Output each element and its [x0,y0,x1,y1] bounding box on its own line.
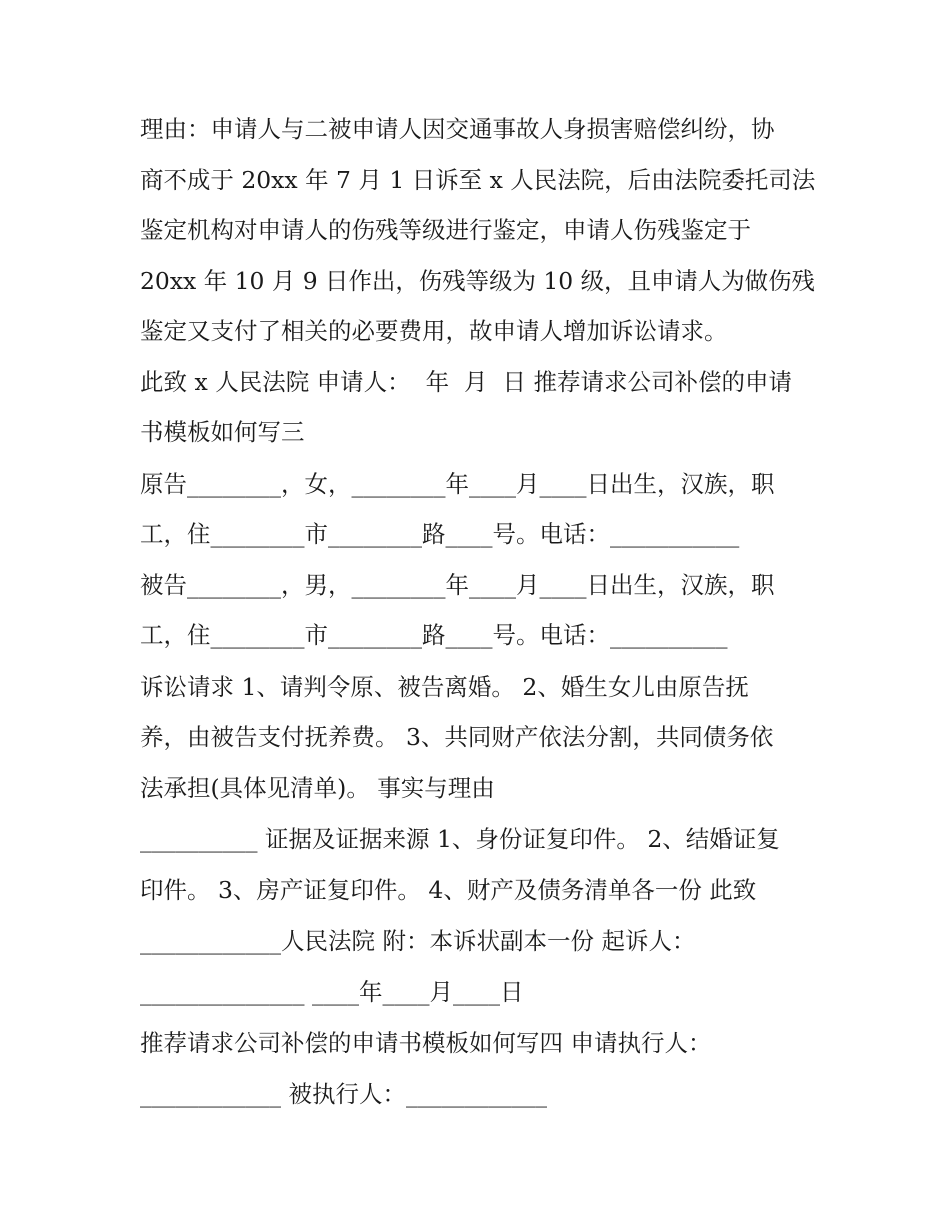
text-line: 原告________，女，________年____月____日出生，汉族，职 [140,470,775,498]
text-line: 商不成于 20xx 年 7 月 1 日诉至 x 人民法院，后由法院委托司法 [140,166,816,194]
text-line: __________ 证据及证据来源 1、身份证复印件。 2、结婚证复 [140,825,780,853]
text-line: 被告________，男，________年____月____日出生，汉族，职 [140,571,775,599]
text-line: 书模板如何写三 [140,418,305,446]
text-line: ____________人民法院 附：本诉状副本一份 起诉人： [140,927,696,955]
text-line: 诉讼请求 1、请判令原、被告离婚。 2、婚生女儿由原告抚 [140,673,749,701]
text-line: ______________ ____年____月____日 [140,978,524,1006]
text-line: 鉴定又支付了相关的必要费用，故申请人增加诉讼请求。 [140,317,728,345]
text-line: 理由：申请人与二被申请人因交通事故人身损害赔偿纠纷，协 [140,115,775,143]
text-line: 鉴定机构对申请人的伤残等级进行鉴定，申请人伤残鉴定于 [140,216,751,244]
text-line: 法承担(具体见清单)。 事实与理由 [140,774,495,802]
text-line: 印件。 3、房产证复印件。 4、财产及债务清单各一份 此致 [140,876,757,904]
text-line: 推荐请求公司补偿的申请书模板如何写四 申请执行人： [140,1029,712,1057]
text-line: 工，住________市________路____号。电话：___________ [140,520,740,548]
text-line: 此致 x 人民法院 申请人： 年 月 日 推荐请求公司补偿的申请 [140,368,792,396]
text-line: 养，由被告支付抚养费。 3、共同财产依法分割，共同债务依 [140,723,774,751]
text-line: ____________ 被执行人：____________ [140,1080,547,1108]
text-line: 20xx 年 10 月 9 日作出，伤残等级为 10 级，且申请人为做伤残 [140,267,815,295]
text-line: 工，住________市________路____号。电话：__________ [140,621,728,649]
